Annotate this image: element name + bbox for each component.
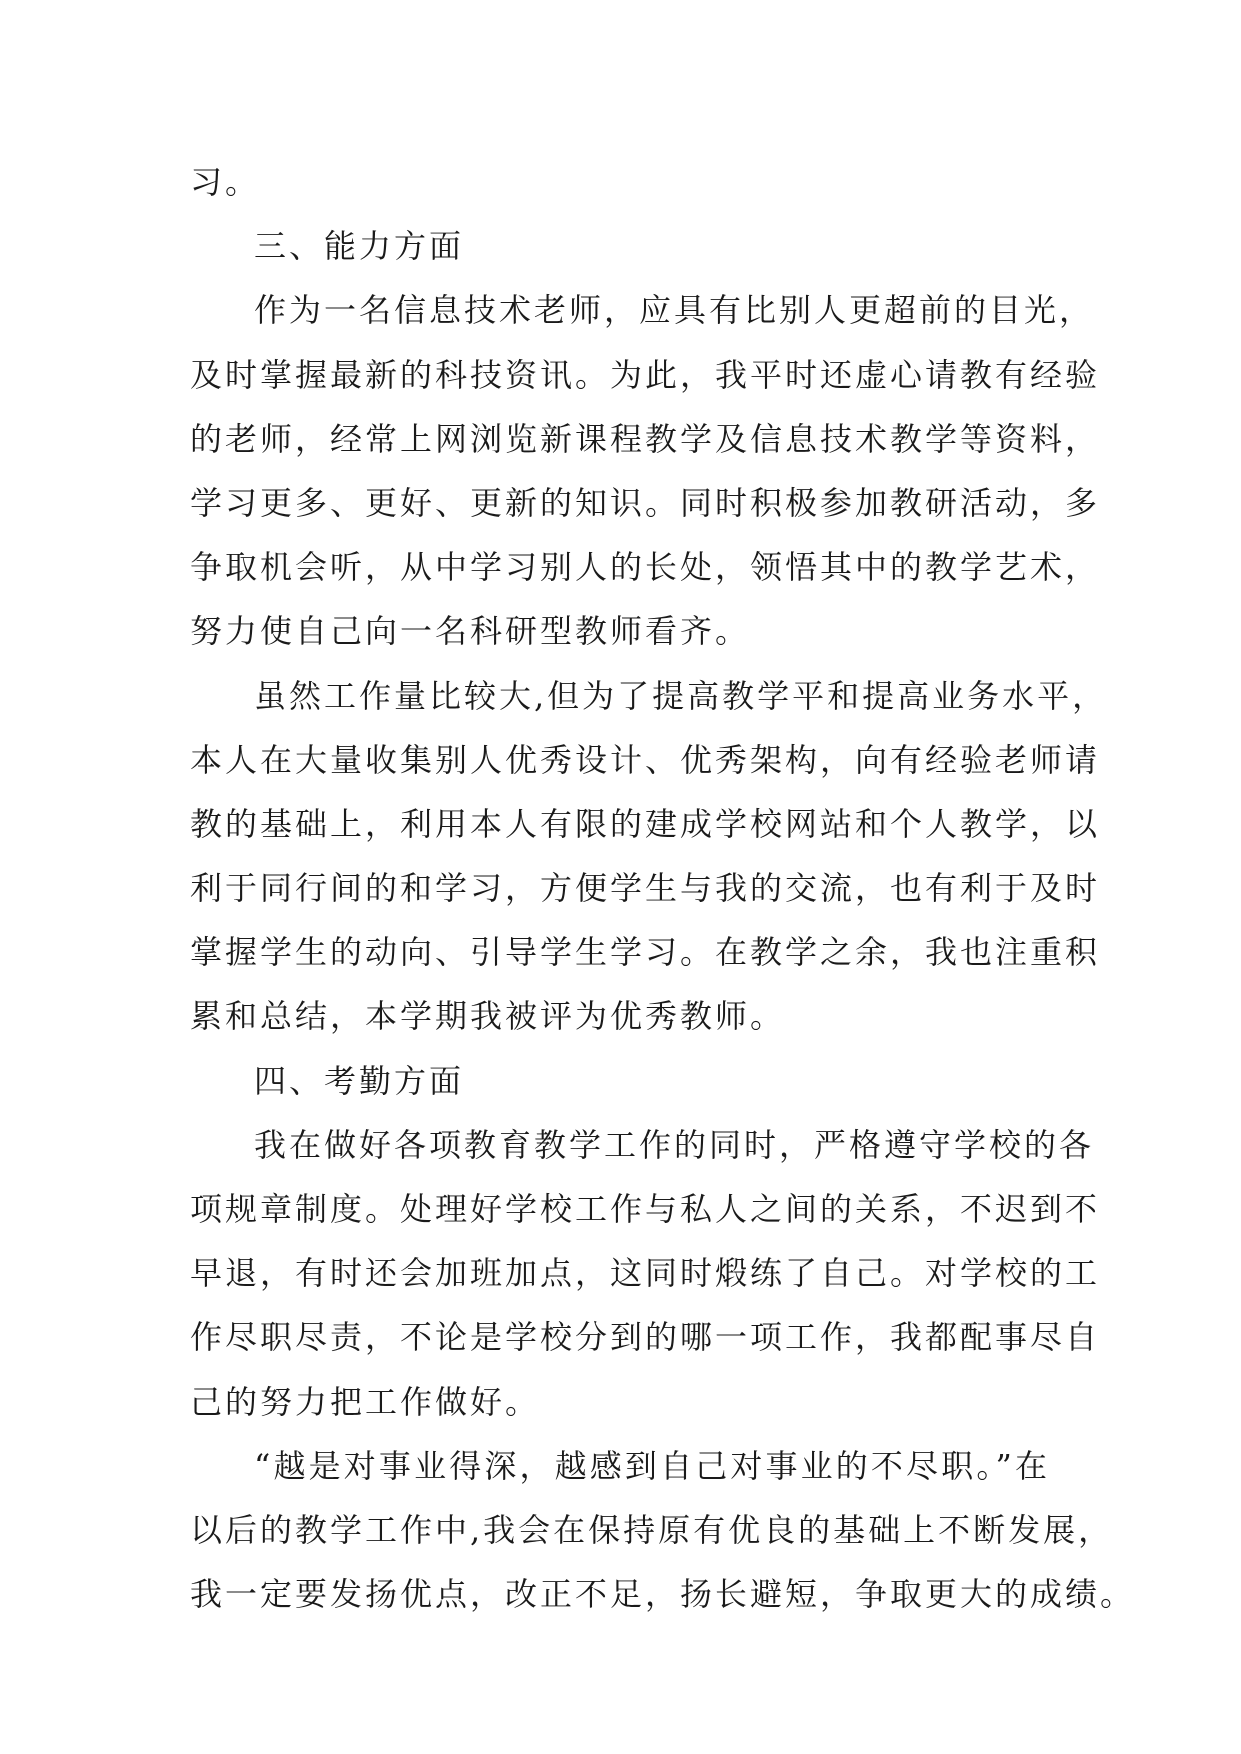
- text-line: 我在做好各项教育教学工作的同时，严格遵守学校的各: [254, 1125, 1095, 1164]
- text-line: 争取机会听，从中学习别人的长处，领悟其中的教学艺术，: [190, 548, 1101, 587]
- text-line: 项规章制度。处理好学校工作与私人之间的关系，不迟到不: [190, 1190, 1101, 1228]
- text-line: 己的努力把工作做好。: [190, 1382, 541, 1421]
- text-line: 努力使自己向一名科研型教师看齐。: [190, 612, 751, 651]
- text-line: 虽然工作量比较大,但为了提高教学平和提高业务水平，: [254, 676, 1108, 715]
- text-line: 及时掌握最新的科技资讯。为此，我平时还虚心请教有经验: [190, 355, 1101, 394]
- text-line: “越是对事业得深，越感到自己对事业的不尽职。”在: [254, 1446, 1050, 1485]
- text-line: 利于同行间的和学习，方便学生与我的交流，也有利于及时: [190, 869, 1101, 908]
- text-line: 累和总结，本学期我被评为优秀教师。: [190, 997, 786, 1036]
- document-body: [190, 150, 1136, 1626]
- section-heading-attendance: 四、考勤方面: [254, 1061, 465, 1100]
- text-line: 作尽职尽责，不论是学校分到的哪一项工作，我都配事尽自: [190, 1318, 1101, 1357]
- text-line: 作为一名信息技术老师，应具有比别人更超前的目光，: [254, 291, 1095, 330]
- text-line: 学习更多、更好、更新的知识。同时积极参加教研活动，多: [190, 483, 1101, 522]
- text-line: 早退，有时还会加班加点，这同时煅练了自己。对学校的工: [190, 1254, 1101, 1293]
- text-line: 我一定要发扬优点，改正不足，扬长避短，争取更大的成绩。: [190, 1575, 1136, 1614]
- text-line: 习。: [190, 163, 261, 201]
- text-line: 掌握学生的动向、引导学生学习。在教学之余，我也注重积: [190, 933, 1101, 972]
- section-heading-ability: 三、能力方面: [254, 227, 465, 266]
- text-line: 以后的教学工作中,我会在保持原有优良的基础上不断发展，: [190, 1510, 1114, 1549]
- text-line: 的老师，经常上网浏览新课程教学及信息技术教学等资料，: [190, 419, 1101, 458]
- text-line: 教的基础上，利用本人有限的建成学校网站和个人教学，以: [190, 804, 1101, 843]
- text-line: 本人在大量收集别人优秀设计、优秀架构，向有经验老师请: [190, 740, 1101, 779]
